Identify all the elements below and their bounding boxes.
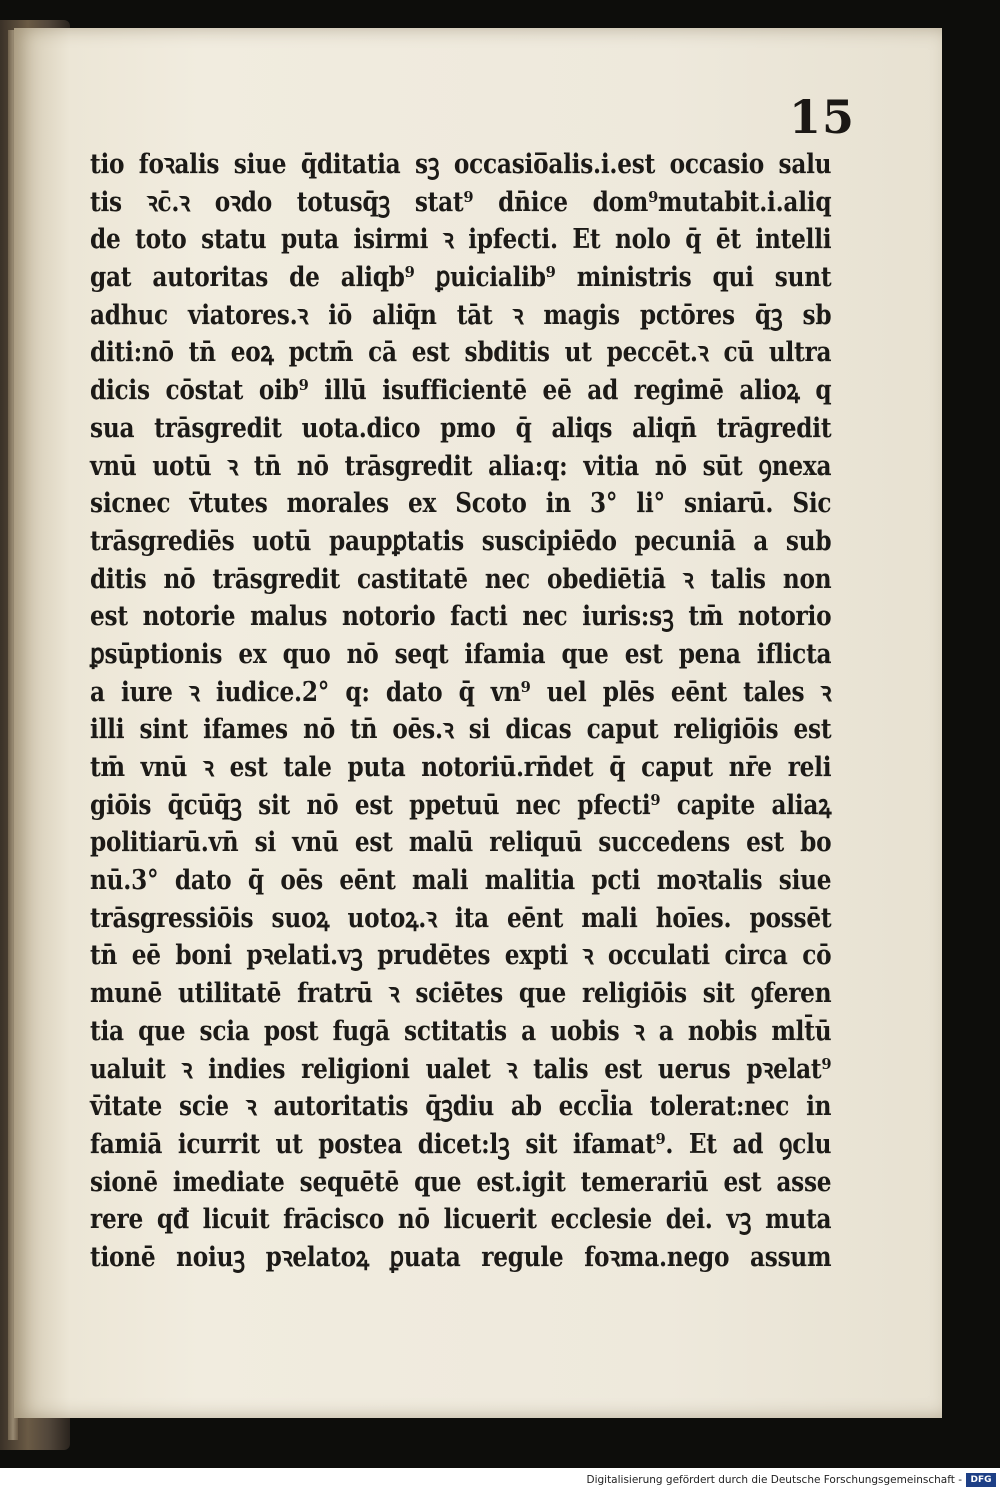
funding-credit: Digitalisierung gefördert durch die Deutsche Forschungsgemeinschaft - bbox=[586, 1474, 962, 1486]
text-line: tn̄ eē boni pꝛelati.vꝫ prudētes expti ꝛ occulati circa cō bbox=[90, 940, 832, 972]
text-line: sionē imediate sequētē que est.igit temerariū est asse bbox=[90, 1166, 832, 1198]
dfg-logo: DFG bbox=[966, 1473, 996, 1487]
text-line: nū.3° dato q̄ oēs eēnt mali malitia pcti moꝛtalis siue bbox=[90, 865, 832, 897]
text-line: tio foꝛalis siue q̄ditatia sꝫ occasio̅alis.i.est occasio salu bbox=[90, 149, 832, 180]
text-line: vnū uotū ꝛ tn̄ nō trāsgredit alia:q: vitia nō sūt ꝯnexa bbox=[90, 450, 832, 482]
text-line: tionē noiuꝫ pꝛelatoꝝ ꝑuata regule foꝛma.nego assum bbox=[90, 1241, 832, 1273]
text-line: famiā icurrit ut postea dicet:lꝫ sit ifamat⁹. Et ad ꝯclu bbox=[90, 1128, 832, 1160]
text-line: a iure ꝛ iudice.2° q: dato q̄ vn⁹ uel plēs eēnt tales ꝛ bbox=[90, 676, 832, 708]
text-line: tis ꝛc̄.ꝛ oꝛdo totusq̄ꝫ stat⁹ dn̄ice dom⁹mutabit.i.aliq bbox=[90, 186, 832, 218]
text-line: trāsgressiōis suoꝝ uotoꝝ.ꝛ ita eēnt mali hoīes. possēt bbox=[90, 902, 832, 934]
text-line: dicis cōstat oib⁹ illū isufficientē eē ad regimē alioꝝ q bbox=[90, 375, 832, 407]
text-line: adhuc viatores.ꝛ iō aliq̄n tāt ꝛ magis pctōres q̄ꝫ sb bbox=[90, 299, 832, 331]
text-line: illi sint ifames nō tn̄ oēs.ꝛ si dicas caput religiōis est bbox=[90, 714, 832, 746]
paper-page bbox=[14, 28, 942, 1418]
text-line: gat autoritas de aliqb⁹ ꝑuicialib⁹ ministris qui sunt bbox=[90, 262, 832, 294]
text-line: est notorie malus notorio facti nec iuris:sꝫ tm̄ notorio bbox=[90, 601, 832, 633]
text-line: munē utilitatē fratrū ꝛ sciētes que religiōis sit ꝯferen bbox=[90, 978, 832, 1010]
text-line: de toto statu puta isirmi ꝛ ipfecti. Et nolo q̄ ēt intelli bbox=[90, 224, 832, 256]
text-line: ꝑsūptionis ex quo nō seqt ifamia que est pena iflicta bbox=[90, 638, 832, 670]
text-line: tm̄ vnū ꝛ est tale puta notoriū.rn̄det q̄ caput nr̄e reli bbox=[90, 752, 832, 783]
text-line: tia que scia post fugā sctitatis a uobis ꝛ a nobis mlt̄ū bbox=[90, 1015, 832, 1047]
text-block bbox=[90, 146, 832, 1277]
text-line: ualuit ꝛ indies religioni ualet ꝛ talis est uerus pꝛelat⁹ bbox=[90, 1053, 832, 1085]
text-line: politiarū.vn̄ si vnū est malū reliquū succedens est bo bbox=[90, 827, 832, 859]
text-line: giōis q̄cūq̄ꝫ sit nō est ppetuū nec pfecti⁹ capite aliaꝝ bbox=[90, 789, 832, 821]
text-line: sua trāsgredit uota.dico pmo q̄ aliqs aliqn̄ trāgredit bbox=[90, 412, 832, 444]
text-line: diti:nō tn̄ eoꝝ pctm̄ cā est sbditis ut peccēt.ꝛ cū ultra bbox=[90, 337, 832, 369]
text-line: ditis nō trāsgredit castitatē nec obediētiā ꝛ talis non bbox=[90, 563, 832, 595]
text-line: v̄itate scie ꝛ autoritatis q̄ꝫdiu ab eccl̄ia tolerat:nec in bbox=[90, 1091, 832, 1123]
text-line: sicnec v̄tutes morales ex Scoto in 3° li° sniarū. Sic bbox=[90, 488, 832, 520]
text-line: trāsgrediēs uotū paupꝑtatis suscipiēdo pecuniā a sub bbox=[90, 525, 832, 557]
text-line: rere qđ licuit frācisco nō licuerit ecclesie dei. vꝫ muta bbox=[90, 1204, 832, 1236]
folio-number: 15 bbox=[789, 90, 856, 144]
